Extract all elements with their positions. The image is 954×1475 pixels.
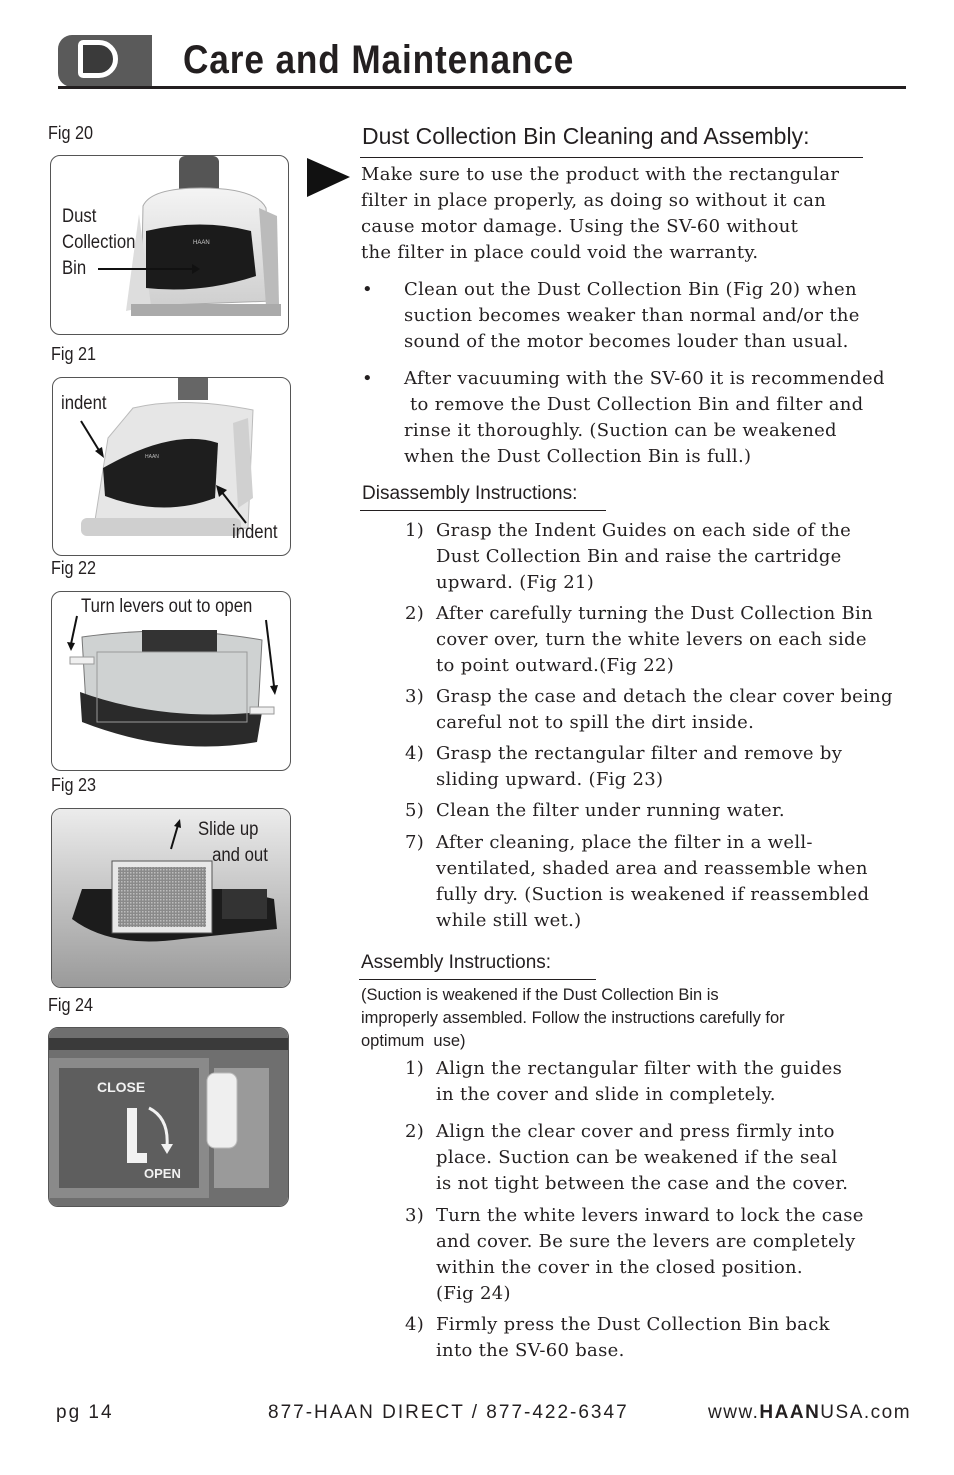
pointer-arrow-icon bbox=[168, 819, 182, 851]
list-item: 1) Grasp the Indent Guides on each side of the Dust Collection Bin and raise the cartridge upward. (Fig 21) bbox=[405, 520, 852, 593]
fig20-annotation: Dust Collection Bin bbox=[62, 206, 136, 279]
list-item: • Clean out the Dust Collection Bin (Fig 20) when suction becomes weaker than normal and/or the sound of the motor becomes louder than usual. bbox=[362, 279, 860, 352]
list-item: 3) Turn the white levers inward to lock the case and cover. Be sure the levers are completely within the cover in the closed position. (Fig 24) bbox=[405, 1205, 864, 1304]
section-tab bbox=[58, 35, 152, 87]
pointer-arrow-icon bbox=[213, 483, 249, 525]
bullet-icon: • bbox=[362, 368, 373, 389]
pointer-arrow-icon bbox=[78, 418, 108, 460]
play-arrow-icon bbox=[305, 156, 351, 198]
svg-text:HAAN: HAAN bbox=[145, 454, 159, 460]
pointer-arrow-icon bbox=[66, 614, 80, 652]
fig21-label: Fig 21 bbox=[51, 344, 97, 364]
fig23-image bbox=[51, 808, 291, 988]
fig21-annotation-bottom: indent bbox=[232, 522, 278, 543]
fig24-image bbox=[48, 1027, 289, 1207]
assembly-steps bbox=[405, 1056, 905, 1364]
list-item: • After vacuuming with the SV-60 it is recommended to remove the Dust Collection Bin and filter and rinse it thoroughly. (Suction can be weakened when the Dust Collection Bin is full.) bbox=[362, 368, 885, 467]
fig22-label: Fig 22 bbox=[51, 558, 97, 578]
assembly-note: (Suction is weakened if the Dust Collection Bin is improperly assembled. Follow the instructions carefully for optimum use) bbox=[361, 986, 785, 1050]
fig20-label: Fig 20 bbox=[48, 123, 94, 143]
heading-underline bbox=[360, 157, 863, 158]
footer-phone: 877-HAAN DIRECT / 877-422-6347 bbox=[268, 1402, 629, 1423]
list-item: 7) After cleaning, place the filter in a well- ventilated, shaded area and reassemble when fully dry. (Suction is weakened if reassembled while still wet.) bbox=[405, 832, 870, 931]
fig22-annotation: Turn levers out to open bbox=[81, 596, 253, 617]
fig20-image bbox=[50, 155, 289, 335]
footer-url: www.HAANUSA.com bbox=[708, 1402, 912, 1423]
warning-text: Make sure to use the product with the rectangular filter in place properly, as doing so without it can cause motor damage. Using the SV-60 without the filter in place could void the warranty. bbox=[361, 164, 840, 263]
page-number: pg 14 bbox=[56, 1402, 114, 1423]
pointer-arrow-icon bbox=[96, 262, 201, 276]
list-item: 4) Grasp the rectangular filter and remove by sliding upward. (Fig 23) bbox=[405, 743, 843, 790]
list-item: 2) Align the clear cover and press firmly into place. Suction can be weakened if the seal is not tight between the case and the cover. bbox=[405, 1121, 849, 1194]
svg-text:CLOSE: CLOSE bbox=[97, 1079, 146, 1095]
svg-text:OPEN: OPEN bbox=[144, 1166, 181, 1181]
page-title: Care and Maintenance bbox=[183, 38, 575, 82]
bullet-list bbox=[361, 277, 901, 470]
section-heading: Dust Collection Bin Cleaning and Assembly: bbox=[362, 123, 810, 149]
list-item: 5) Clean the filter under running water. bbox=[405, 800, 785, 821]
assembly-heading: Assembly Instructions: bbox=[361, 952, 552, 973]
fig23-annotation: Slide up and out bbox=[198, 819, 268, 866]
disassembly-heading: Disassembly Instructions: bbox=[362, 483, 578, 504]
disassembly-underline bbox=[360, 510, 606, 511]
list-item: 3) Grasp the case and detach the clear cover being careful not to spill the dirt inside. bbox=[405, 686, 893, 733]
bullet-icon: • bbox=[362, 279, 373, 300]
disassembly-steps bbox=[405, 518, 905, 934]
lever-lock-illustration bbox=[49, 1028, 288, 1206]
fig21-image bbox=[52, 377, 291, 556]
list-item: 4) Firmly press the Dust Collection Bin back into the SV-60 base. bbox=[405, 1314, 830, 1361]
pointer-arrow-icon bbox=[264, 618, 280, 696]
list-item: 1) Align the rectangular filter with the guides in the cover and slide in completely. bbox=[405, 1058, 843, 1105]
fig21-annotation-top: indent bbox=[61, 393, 107, 414]
fig22-image bbox=[51, 591, 291, 771]
title-rule bbox=[58, 86, 906, 89]
section-letter-d-icon bbox=[78, 40, 118, 78]
svg-text:HAAN: HAAN bbox=[193, 240, 210, 246]
fig23-label: Fig 23 bbox=[51, 775, 97, 795]
fig24-label: Fig 24 bbox=[48, 995, 94, 1015]
assembly-underline bbox=[359, 979, 596, 980]
list-item: 2) After carefully turning the Dust Collection Bin cover over, turn the white levers on each side to point outward.(Fig 22) bbox=[405, 603, 873, 676]
